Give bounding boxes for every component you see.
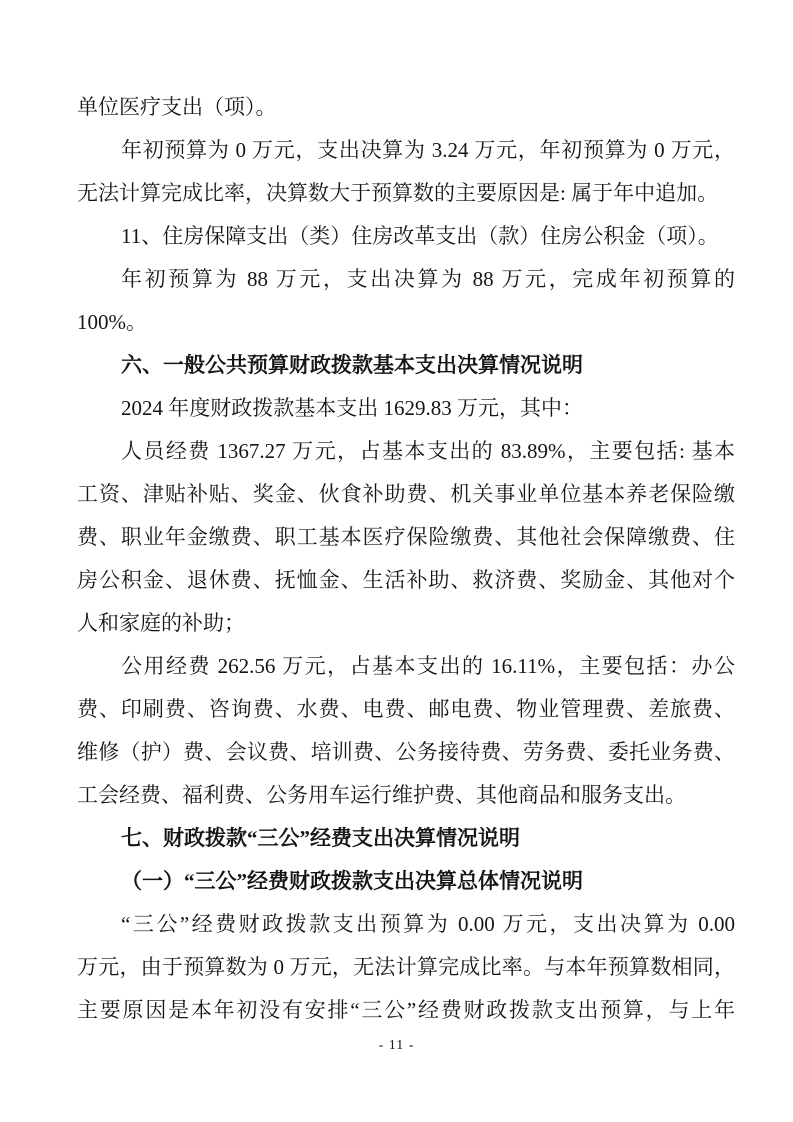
text-line: 单位医疗支出（项）。 (77, 95, 277, 119)
text-line: 房公积金、退休费、抚恤金、生活补助、救济费、奖励金、其他对个 (77, 568, 735, 592)
text-line: 公用经费 262.56 万元，占基本支出的 16.11%，主要包括：办公 (121, 654, 735, 678)
section-heading (77, 344, 735, 387)
document-body (77, 86, 735, 1032)
paragraph (77, 903, 735, 1032)
section-heading (77, 860, 735, 903)
text-line: 11、住房保障支出（类）住房改革支出（款）住房公积金（项）。 (121, 224, 719, 248)
section-heading (77, 817, 735, 860)
text-line: 主要原因是本年初没有安排“三公”经费财政拨款支出预算，与上年 (77, 998, 735, 1022)
text-line: 费、印刷费、咨询费、水费、电费、邮电费、物业管理费、差旅费、 (77, 697, 735, 721)
text-line: 2024 年度财政拨款基本支出 1629.83 万元，其中： (121, 396, 583, 420)
text-line: 维修（护）费、会议费、培训费、公务接待费、劳务费、委托业务费、 (77, 740, 735, 764)
paragraph (77, 387, 735, 430)
text-line: 工会经费、福利费、公务用车运行维护费、其他商品和服务支出。 (77, 783, 686, 807)
text-line: 人员经费 1367.27 万元，占基本支出的 83.89%，主要包括: 基本 (121, 439, 735, 463)
text-line: 七、财政拨款“三公”经费支出决算情况说明 (121, 826, 520, 850)
text-line: 万元，由于预算数为 0 万元，无法计算完成比率。与本年预算数相同， (77, 955, 735, 979)
text-line: 费、职业年金缴费、职工基本医疗保险缴费、其他社会保障缴费、住 (77, 525, 735, 549)
paragraph (77, 129, 735, 215)
text-line: 六、一般公共预算财政拨款基本支出决算情况说明 (121, 353, 583, 377)
text-line: 人和家庭的补助； (77, 611, 245, 635)
text-line: 无法计算完成比率，决算数大于预算数的主要原因是: 属于年中追加。 (77, 181, 719, 205)
text-line: “三公”经费财政拨款支出预算为 0.00 万元，支出决算为 0.00 (121, 912, 735, 936)
paragraph (77, 430, 735, 645)
text-line: 100%。 (77, 310, 147, 334)
page-number: - 11 - (378, 1038, 415, 1053)
text-line: 年初预算为 0 万元，支出决算为 3.24 万元，年初预算为 0 万元， (121, 138, 735, 162)
paragraph (77, 258, 735, 344)
text-line: 年初预算为 88 万元，支出决算为 88 万元，完成年初预算的 (121, 267, 735, 291)
paragraph (77, 86, 735, 129)
paragraph (77, 645, 735, 817)
text-line: （一）“三公”经费财政拨款支出决算总体情况说明 (121, 869, 583, 893)
paragraph (77, 215, 735, 258)
text-line: 工资、津贴补贴、奖金、伙食补助费、机关事业单位基本养老保险缴 (77, 482, 735, 506)
